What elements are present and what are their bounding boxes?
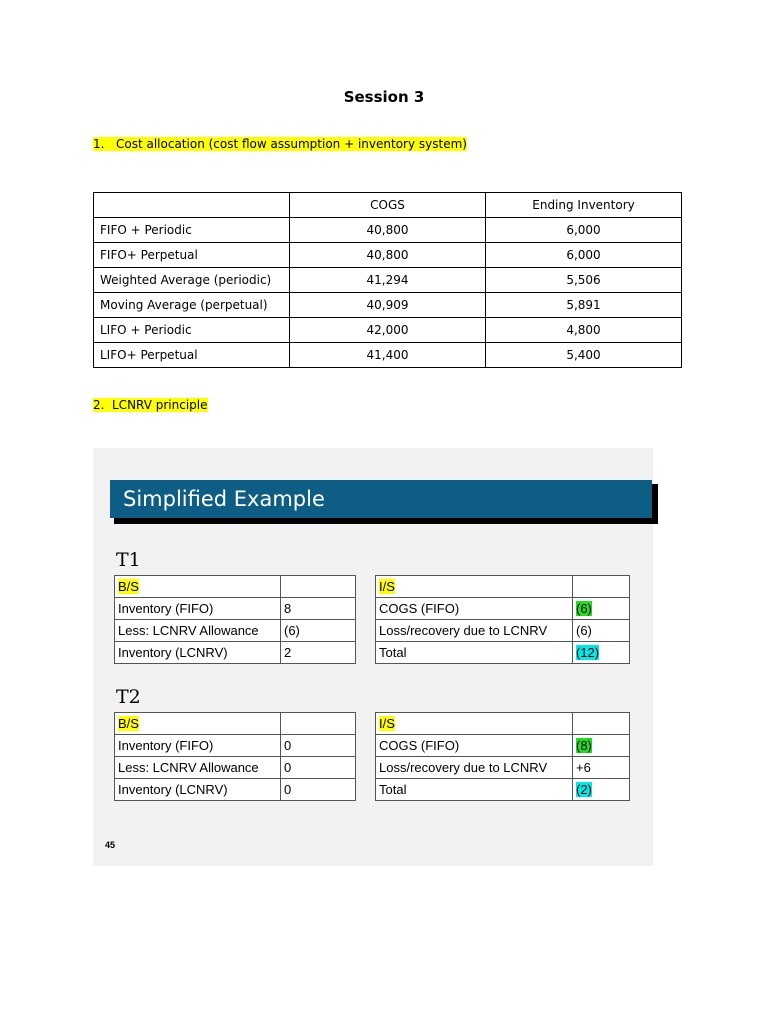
value-cell: 0 (281, 757, 356, 779)
table-row (376, 642, 630, 664)
value-cell: 8 (281, 598, 356, 620)
cogs-cell: 40,909 (290, 293, 486, 318)
t2-label: T2 (116, 686, 141, 708)
table-row (115, 598, 356, 620)
header-cell (281, 576, 356, 598)
value-cell: 0 (281, 779, 356, 801)
method-cell: FIFO + Periodic (94, 218, 290, 243)
header-cell: I/S (376, 713, 573, 735)
table-row (94, 218, 682, 243)
table-header-row (376, 713, 630, 735)
header-cell: Ending Inventory (486, 193, 682, 218)
t1-balance-sheet-table (114, 575, 356, 664)
section-2-heading (93, 398, 208, 412)
table-row (376, 598, 630, 620)
table-row (94, 343, 682, 368)
label-cell: Inventory (FIFO) (115, 598, 281, 620)
table-row (376, 735, 630, 757)
section-1-text: Cost allocation (cost flow assumption + inventory system) (116, 137, 467, 151)
header-cell (281, 713, 356, 735)
slide-page-number: 45 (105, 840, 116, 850)
value-cell: (6) (573, 620, 630, 642)
label-cell: COGS (FIFO) (376, 598, 573, 620)
header-cell (573, 713, 630, 735)
table-row (376, 779, 630, 801)
table-header-row (115, 576, 356, 598)
cogs-cell: 41,400 (290, 343, 486, 368)
header-cell: I/S (376, 576, 573, 598)
header-cell: COGS (290, 193, 486, 218)
table-row (115, 757, 356, 779)
table-row (94, 243, 682, 268)
value-cell: +6 (573, 757, 630, 779)
label-cell: Total (376, 779, 573, 801)
cogs-cell: 42,000 (290, 318, 486, 343)
table-row (94, 318, 682, 343)
table-row (376, 620, 630, 642)
table-row (376, 757, 630, 779)
label-cell: Inventory (LCNRV) (115, 779, 281, 801)
method-cell: LIFO+ Perpetual (94, 343, 290, 368)
header-cell: B/S (115, 576, 281, 598)
slide-banner: Simplified Example (110, 480, 652, 518)
value-cell: 2 (281, 642, 356, 664)
cogs-cell: 40,800 (290, 243, 486, 268)
cogs-cell: 40,800 (290, 218, 486, 243)
table-row (115, 735, 356, 757)
label-cell: Inventory (LCNRV) (115, 642, 281, 664)
ending-inventory-cell: 5,400 (486, 343, 682, 368)
value-cell: (12) (573, 642, 630, 664)
header-cell (94, 193, 290, 218)
table-header-row (115, 713, 356, 735)
label-cell: Loss/recovery due to LCNRV (376, 620, 573, 642)
method-cell: Moving Average (perpetual) (94, 293, 290, 318)
header-cell: B/S (115, 713, 281, 735)
label-cell: COGS (FIFO) (376, 735, 573, 757)
table-header-row (376, 576, 630, 598)
value-cell: (6) (281, 620, 356, 642)
example-slide-image (93, 448, 653, 866)
cost-allocation-table (93, 192, 682, 368)
section-2-number: 2. (93, 398, 105, 412)
table-row (94, 268, 682, 293)
label-cell: Less: LCNRV Allowance (115, 620, 281, 642)
header-cell (573, 576, 630, 598)
table-row (115, 620, 356, 642)
value-cell: (2) (573, 779, 630, 801)
t1-income-statement-table (375, 575, 630, 664)
cogs-cell: 41,294 (290, 268, 486, 293)
label-cell: Less: LCNRV Allowance (115, 757, 281, 779)
t2-balance-sheet-table (114, 712, 356, 801)
ending-inventory-cell: 4,800 (486, 318, 682, 343)
label-cell: Loss/recovery due to LCNRV (376, 757, 573, 779)
method-cell: FIFO+ Perpetual (94, 243, 290, 268)
value-cell: 0 (281, 735, 356, 757)
t2-income-statement-table (375, 712, 630, 801)
section-1-number: 1. (93, 137, 105, 151)
ending-inventory-cell: 5,891 (486, 293, 682, 318)
section-2-text: LCNRV principle (112, 398, 208, 412)
method-cell: Weighted Average (periodic) (94, 268, 290, 293)
t1-label: T1 (116, 549, 141, 571)
table-row (115, 642, 356, 664)
ending-inventory-cell: 5,506 (486, 268, 682, 293)
table-row (115, 779, 356, 801)
table-row (94, 293, 682, 318)
table-header-row (94, 193, 682, 218)
label-cell: Total (376, 642, 573, 664)
ending-inventory-cell: 6,000 (486, 218, 682, 243)
ending-inventory-cell: 6,000 (486, 243, 682, 268)
value-cell: (6) (573, 598, 630, 620)
section-1-heading (93, 137, 467, 151)
page-title: Session 3 (343, 88, 425, 106)
value-cell: (8) (573, 735, 630, 757)
label-cell: Inventory (FIFO) (115, 735, 281, 757)
method-cell: LIFO + Periodic (94, 318, 290, 343)
